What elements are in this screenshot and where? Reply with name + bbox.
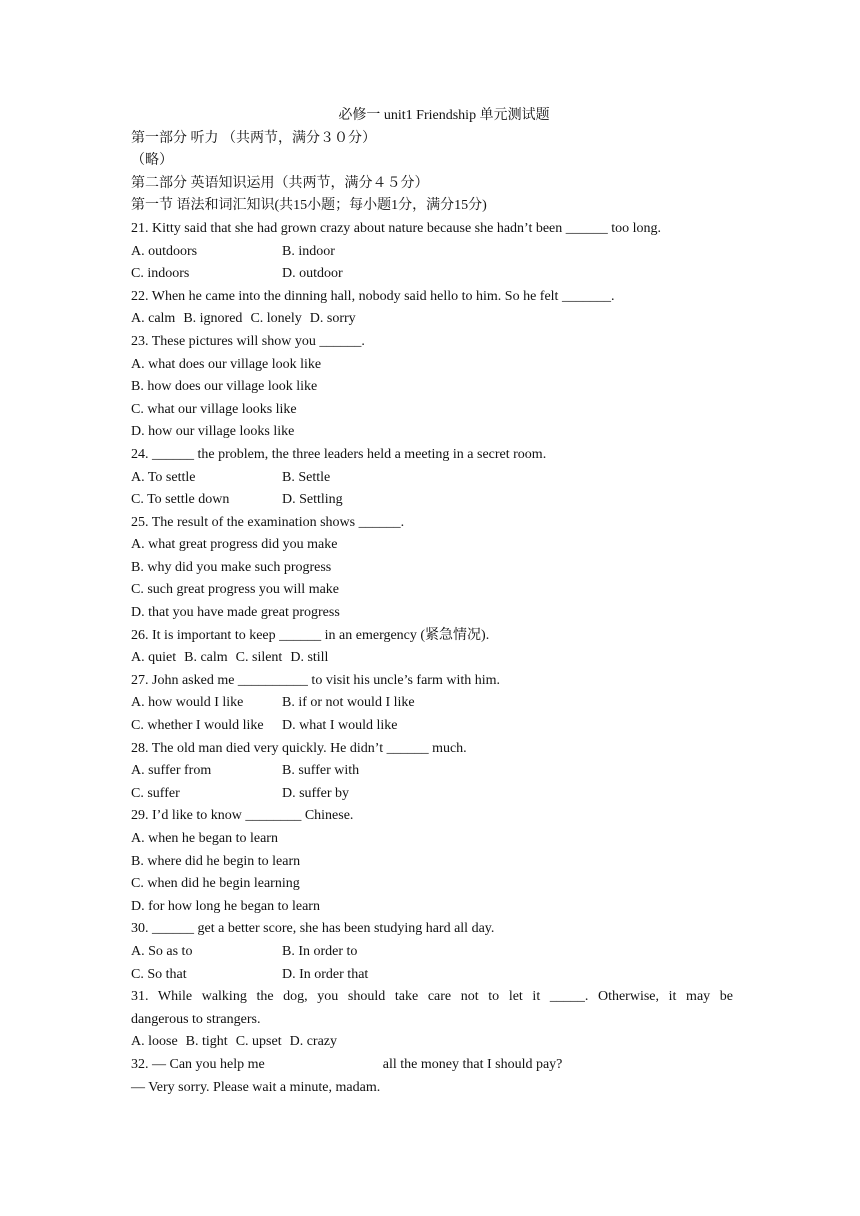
page-title: 必修一 unit1 Friendship 单元测试题: [338, 108, 550, 123]
section1-heading: 第一节 语法和词汇知识(共15小题；每小题1分，满分15分): [131, 198, 487, 214]
option: C. whether I would like: [131, 718, 264, 734]
option-row: [131, 760, 733, 783]
option-row: [131, 557, 733, 580]
option-row: [131, 851, 733, 874]
option: A. So as to: [131, 943, 193, 959]
question-stem: 22. When he came into the dinning hall, nobody said hello to him. So he felt _______.: [131, 288, 615, 304]
option-row: [131, 308, 733, 331]
option-row: [131, 828, 733, 851]
question-stem: 23. These pictures will show you ______.: [131, 333, 365, 349]
option-row: [131, 964, 733, 987]
option: B. where did he begin to learn: [131, 853, 301, 869]
option: D. how our village looks like: [131, 424, 295, 440]
question-32-part-a: 32. — Can you help me: [131, 1056, 265, 1072]
part1-note: （略）: [131, 153, 173, 169]
question-stem: 24. ______ the problem, the three leaders held a meeting in a secret room.: [131, 446, 547, 462]
option: D. what I would like: [282, 718, 398, 734]
question-stem: 29. I’d like to know ________ Chinese.: [131, 808, 354, 824]
option: B. calm: [184, 650, 228, 666]
option-row: [131, 941, 733, 964]
part2-heading: 第二部分 英语知识运用（共两节，满分４５分）: [131, 175, 429, 191]
question-32: [131, 1054, 733, 1077]
option: D. In order that: [282, 966, 369, 982]
option-row: [131, 602, 733, 625]
option-row: [131, 421, 733, 444]
option: B. if or not would I like: [282, 695, 415, 711]
option-row: [131, 467, 733, 490]
option: B. suffer with: [282, 763, 360, 779]
option: A. loose: [131, 1034, 178, 1050]
option: C. such great progress you will make: [131, 582, 340, 598]
question-32-part-b: all the money that I should pay?: [382, 1056, 563, 1072]
question-stem: 28. The old man died very quickly. He didn’t ______ much.: [131, 740, 467, 756]
option: B. why did you make such progress: [131, 559, 332, 575]
option-row: [131, 715, 733, 738]
question-stem: 21. Kitty said that she had grown crazy about nature because she hadn’t been ______ too long.: [131, 220, 662, 236]
option: A. suffer from: [131, 763, 212, 779]
question-31-options: [131, 1031, 733, 1054]
option: D. for how long he began to learn: [131, 898, 320, 914]
option: A. what does our village look like: [131, 356, 322, 372]
question-32-reply: — Very sorry. Please wait a minute, madam.: [131, 1079, 381, 1095]
option: D. outdoor: [282, 266, 343, 282]
option: A. when he began to learn: [131, 831, 278, 846]
option: C. silent: [235, 650, 283, 666]
exam-page: [131, 105, 733, 1099]
option: A. calm: [131, 311, 176, 327]
part1-heading: 第一部分 听力 （共两节，满分３０分）: [131, 130, 376, 146]
option-row: [131, 873, 733, 896]
option: C. indoors: [131, 266, 190, 282]
question-list: [131, 218, 733, 986]
option: B. In order to: [282, 943, 358, 959]
option-row: [131, 783, 733, 806]
option: D. Settling: [282, 492, 343, 508]
question-stem: 26. It is important to keep ______ in an emergency (紧急情况).: [131, 627, 490, 643]
option-row: [131, 399, 733, 422]
option: D. still: [290, 650, 329, 666]
option: C. when did he begin learning: [131, 876, 300, 892]
option: A. quiet: [131, 650, 177, 666]
question-stem: 25. The result of the examination shows ______.: [131, 514, 405, 530]
question-stem: 30. ______ get a better score, she has been studying hard all day.: [131, 921, 495, 937]
option: B. tight: [185, 1034, 228, 1050]
option-row: [131, 263, 733, 286]
option: A. how would I like: [131, 695, 244, 711]
option-row: [131, 376, 733, 399]
option-row: [131, 579, 733, 602]
option-row: [131, 489, 733, 512]
option: C. suffer: [131, 785, 180, 801]
option: D. sorry: [309, 311, 356, 327]
option-row: [131, 896, 733, 919]
option-row: [131, 241, 733, 264]
option: D. suffer by: [282, 785, 350, 801]
question-31-line1: 31. While walking the dog, you should take care not to let it _____. Otherwise, it may be: [131, 989, 733, 1005]
option: C. upset: [235, 1034, 282, 1050]
option-row: [131, 534, 733, 557]
option: B. indoor: [282, 243, 335, 259]
option-row: [131, 692, 733, 715]
option: B. Settle: [282, 469, 331, 485]
option: D. that you have made great progress: [131, 605, 340, 621]
option: A. To settle: [131, 469, 196, 485]
option: B. ignored: [183, 311, 243, 327]
question-stem: 27. John asked me __________ to visit his uncle’s farm with him.: [131, 672, 501, 688]
option: A. what great progress did you make: [131, 537, 338, 553]
option: C. lonely: [250, 311, 302, 327]
question-31-line2: dangerous to strangers.: [131, 1011, 261, 1027]
option: C. So that: [131, 966, 187, 982]
option: B. how does our village look like: [131, 379, 318, 395]
option: C. To settle down: [131, 492, 230, 508]
option: C. what our village looks like: [131, 401, 297, 417]
option-row: [131, 354, 733, 377]
option: A. outdoors: [131, 243, 198, 259]
option: D. crazy: [289, 1034, 337, 1050]
option-row: [131, 647, 733, 670]
